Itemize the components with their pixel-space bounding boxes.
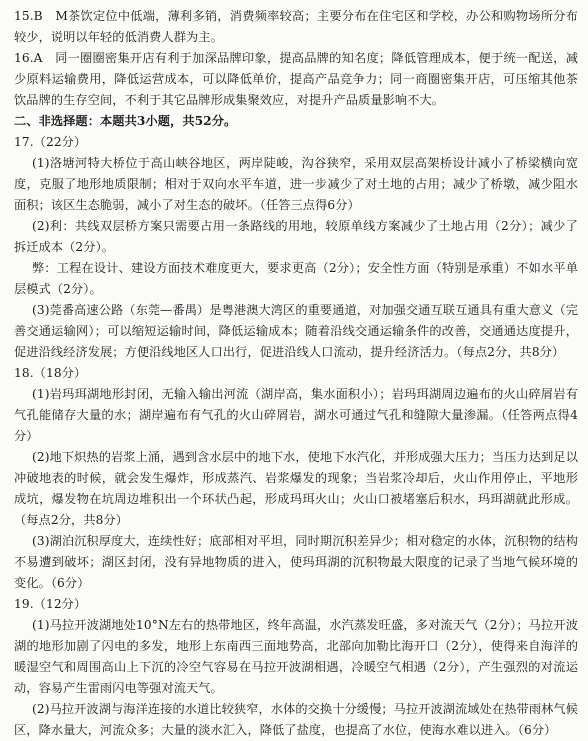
- q18-part1: (1)岩玛珥湖地形封闭，无输入输出河流（湖岸高，集水面积小）；岩玛珥湖周边遍布的火山碎屑岩有气孔能储存大量的水；湖岸遍布有气孔的火山碎屑岩，湖水可通过气孔和缝隙大量渗漏。（任答两点得4分）: [14, 387, 578, 443]
- answer-16: 16.A 同一圈圈密集开店有利于加深品牌印象，提高品牌的知名度；降低管理成本，便于统一配送，减少原料运输费用，降低运营成本，可以降低单价，提高产品竞争力；同一商圈密集开店，可压缩其他茶饮品牌的生存空间，不利于其它品牌形成集聚效应，对提升产品质量影响不大。: [14, 51, 578, 107]
- q17-part2-cons: 弊：工程在设计、建设方面技术难度更大，要求更高（2分）；安全性方面（特别是承重）不如水平单层模式（2分）。: [14, 261, 578, 296]
- q19-heading: 19.（12分）: [14, 597, 87, 611]
- q18-part3: (3)湖泊沉积厚度大，连续性好；底部相对平坦，同时期沉积差异少；相对稳定的水体，沉积物的结构不易遭到破坏；湖区封闭，没有异地物质的进入，使玛珥湖的沉积物最大限度的记录了当地气候环境的变化。（6分）: [14, 534, 578, 590]
- section-heading: 二、非选择题：本题共3小题，共52分。: [14, 114, 237, 128]
- answer-15: 15.B M茶饮定位中低端，薄利多销，消费频率较高；主要分布在住宅区和学校，办公和购物场所分布较少，说明以年轻的低消费人群为主。: [14, 9, 578, 44]
- q18-heading: 18.（18分）: [14, 366, 87, 380]
- q19-part2: (2)马拉开波湖与海洋连接的水道比较狭窄，水体的交换十分缓慢；马拉开波湖流域处在热带雨林气候区，降水量大，河流众多；大量的淡水汇入，降低了盐度，也提高了水位，使海水难以进入。（6分）: [14, 702, 578, 737]
- q17-heading: 17.（22分）: [14, 135, 87, 149]
- q17-part2: (2)利：共线双层桥方案只需要占用一条路线的用地，较原单线方案减少了土地占用（2分）；减少了拆迁成本（2分）。: [14, 219, 578, 254]
- q17-part1: (1)洛塘河特大桥位于高山峡谷地区，两岸陡峻，沟谷狭窄，采用双层高架桥设计减小了桥梁横向宽度，克服了地形地质限制；相对于双向水平车道，进一步减少了对土地的占用；减少了桥墩，减少阻水面积；该区生态脆弱，减小了对生态的破坏。（任答三点得6分）: [14, 156, 578, 212]
- q18-part2: (2)地下炽热的岩浆上涌，遇到含水层中的地下水，使地下水汽化，并形成强大压力；当压力达到足以冲破地表的时候，就会发生爆炸，形成蒸汽、岩浆爆发的现象；当岩浆冷却后，火山作用停止，平地形成坑，爆发物在坑周边堆积出一个环状凸起，形成玛珥火山；火山口被堵塞后积水，玛珥湖就此形成。（每点2分，共8分）: [14, 450, 578, 527]
- q17-part3: (3)莞番高速公路（东莞—番禺）是粤港澳大湾区的重要通道，对加强交通互联互通具有重大意义（完善交通运输网）；可以缩短运输时间，降低运输成本；随着沿线交通运输条件的改善，交通通达度提升，促进沿线经济发展；方便沿线地区人口出行，促进沿线人口流动，提升经济活力。（每点2分，共8分）: [14, 303, 578, 359]
- q19-part1: (1)马拉开波湖地处10°N左右的热带地区，终年高温，水汽蒸发旺盛，多对流天气（2分）；马拉开波湖的地形加剧了闪电的多发，地形上东南西三面地势高，北部向加勒比海开口（2分），使得来自海洋的暖湿空气和周围高山上下沉的冷空气容易在马拉开波湖相遇，冷暖空气相遇（2分），产生强烈的对流运动，容易产生雷雨闪电等强对流天气。: [14, 618, 578, 695]
